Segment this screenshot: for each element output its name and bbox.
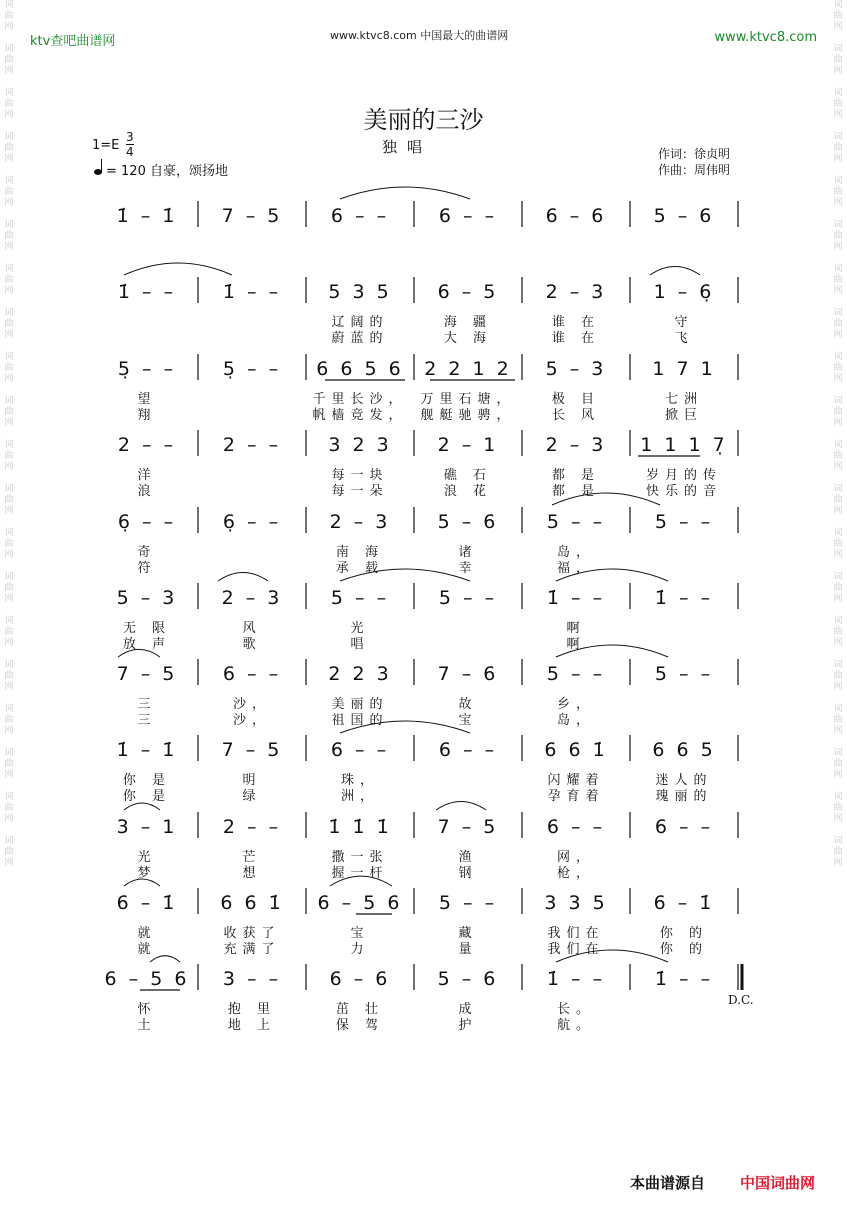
slur-arc [218, 573, 268, 582]
lyric-verse-1: 沙， [232, 697, 272, 712]
time-top: 3 [126, 130, 134, 144]
lyric-verse-2: 浪 花 [443, 484, 493, 499]
lyric-verse-1: 风 [242, 621, 262, 636]
measure-notes: 3 – – [222, 968, 282, 990]
lyric-verse-2: 浪 [137, 484, 157, 499]
lyric-verse-2: 梦 [137, 866, 157, 881]
measure-notes: 5 – – [654, 511, 714, 533]
footer-source-label: 本曲谱源自 [629, 1174, 705, 1192]
measure-notes: 5 3 5 [328, 281, 392, 303]
measure-notes: 2 – 3 [329, 511, 391, 533]
lyric-verse-1: 怀 [137, 1002, 157, 1017]
lyric-verse-1: 藏 [458, 926, 478, 941]
footer-brand-link[interactable]: 中国词曲网 [739, 1174, 815, 1192]
lyric-verse-1: 抱 里 [227, 1002, 277, 1017]
measure-notes: 6 – 1̇ [653, 892, 715, 914]
lyric-verse-2: 长 风 [551, 408, 601, 423]
lyric-verse-1: 我们在 [547, 926, 605, 941]
lyric-verse-2: 飞 [674, 331, 694, 346]
lyric-verse-1: 明 [242, 773, 262, 788]
lyric-verse-1: 岛， [556, 545, 596, 560]
measure-notes: 6 – 5 [437, 281, 499, 303]
lyric-verse-2: 保 驾 [335, 1018, 385, 1033]
measure-notes: 7 – 5 [221, 739, 283, 761]
lyric-verse-2: 土 [137, 1018, 157, 1033]
lyric-verse-1: 七洲 [664, 392, 704, 407]
measure-notes: 5 – 6 [653, 205, 715, 227]
lyric-verse-2: 想 [242, 866, 262, 881]
lyric-verse-1: 珠， [340, 773, 380, 788]
measure-notes: 2 2 1 2 [424, 358, 512, 380]
lyricist: 作词：徐贞明 [658, 147, 731, 161]
lyric-verse-2: 掀巨 [664, 408, 704, 423]
measure-notes: 6 – – [222, 663, 282, 685]
lyric-verse-1: 洋 [137, 468, 157, 483]
lyric-verse-2: 枪， [556, 866, 596, 881]
measure-notes: 5̣ – – [222, 358, 282, 380]
slur-arc [436, 802, 486, 811]
lyric-verse-1: 光 [137, 850, 157, 865]
lyric-verse-1: 三 [137, 697, 157, 712]
measure-notes: 1̇ 1̇ 1̇ [328, 816, 392, 838]
lyric-verse-2: 绿 [242, 789, 262, 804]
lyric-verse-2: 地 上 [227, 1018, 277, 1033]
lyric-verse-1: 每一块 [331, 468, 389, 483]
lyric-verse-1: 乡， [556, 697, 596, 712]
measure-notes: 1 – 6̣ [653, 281, 715, 303]
measure-notes: 6 6 5 [652, 739, 716, 761]
measure-notes: 2 – – [222, 434, 282, 456]
measure-notes: 6 6 1̇ [544, 739, 608, 761]
measure-notes: 5 – – [546, 511, 606, 533]
site-name-left[interactable]: ktv查吧曲谱网 [30, 34, 116, 49]
measure-notes: 7 – 5 [221, 205, 283, 227]
song-title: 美丽的三沙 [363, 106, 484, 134]
lyric-verse-1: 诸 [458, 545, 478, 560]
lyric-verse-1: 海 疆 [443, 315, 493, 330]
lyric-verse-2: 护 [458, 1018, 478, 1033]
measure-notes: 2 2 3 [328, 663, 392, 685]
lyric-verse-1: 故 [458, 697, 478, 712]
measure-notes: 5 – 6 [437, 968, 499, 990]
lyric-verse-2: 福， [556, 561, 596, 576]
slur-arc [650, 267, 700, 276]
lyric-verse-2: 三 [137, 713, 157, 728]
measure-notes: 1 1 1 7̣ [640, 434, 728, 456]
measure-notes: 1̇ – 1̇ [116, 739, 178, 761]
lyric-verse-2: 符 [137, 561, 157, 576]
lyric-verse-2: 翔 [137, 408, 157, 423]
measure-notes: 5 – 3 [545, 358, 607, 380]
measure-notes: 6 – – [330, 205, 390, 227]
left-watermark: 词 曲 网 词 曲 网 词 曲 网 词 曲 网 词 曲 网 词 曲 网 词 曲 网 词 曲 网 词 曲 网 词 曲 网 词 曲 网 词 曲 网 词 曲 网 词 曲 网 词 曲 网 词 曲 网 词 曲 网 词 曲 网 词 曲 网 词 曲 网 [4, 0, 14, 868]
measure-notes: 5 – – [330, 587, 390, 609]
lyric-verse-2: 大 海 [443, 331, 493, 346]
measure-notes: 6 – – [438, 739, 498, 761]
measure-notes: 1̇ – 1̇ [116, 205, 178, 227]
lyric-verse-1: 奇 [137, 545, 157, 560]
lyric-verse-2: 握一杆 [331, 866, 389, 881]
measure-notes: 7 – 6 [437, 663, 499, 685]
lyric-verse-1: 望 [137, 392, 157, 407]
lyric-verse-1: 岁月的传 [645, 468, 723, 483]
measure-notes: 5 – – [546, 663, 606, 685]
measure-notes: 1̇ – – [117, 281, 177, 303]
lyric-verse-2: 歌 [242, 637, 262, 652]
measure-notes: 1̇ – – [546, 587, 606, 609]
measure-notes: 3 2 3 [328, 434, 392, 456]
lyric-verse-1: 无 限 [122, 621, 172, 636]
measure-notes: 5 – – [438, 892, 498, 914]
measure-notes: 5̣ – – [117, 358, 177, 380]
lyric-verse-1: 南 海 [335, 545, 385, 560]
lyric-verse-2: 蔚蓝的 [331, 331, 389, 346]
lyric-verse-1: 千里长沙， [312, 392, 408, 407]
measure-notes: 6̣ – – [222, 511, 282, 533]
lyric-verse-2: 快乐的音 [645, 484, 723, 499]
measure-notes: 6 – 5 6 [317, 892, 403, 914]
lyric-verse-2: 沙， [232, 713, 272, 728]
key-signature: 1=E [92, 138, 120, 153]
lyric-verse-2: 宝 [458, 713, 478, 728]
lyric-verse-1: 光 [350, 621, 370, 636]
lyric-verse-2: 你 是 [122, 789, 172, 804]
measure-notes: 1̇ – – [654, 968, 714, 990]
lyric-verse-1: 迷人的 [655, 773, 713, 788]
lyric-verse-1: 长。 [556, 1002, 596, 1017]
slur-arc [124, 803, 160, 810]
lyric-verse-2: 都 是 [551, 484, 601, 499]
composer: 作曲：周伟明 [658, 163, 731, 177]
lyric-verse-2: 谁 在 [551, 331, 601, 346]
lyric-verse-2: 充满了 [223, 942, 281, 957]
lyric-verse-2: 量 [458, 942, 478, 957]
measure-notes: 5 – 3 [116, 587, 178, 609]
lyric-verse-2: 瑰丽的 [655, 789, 713, 804]
measure-notes: 6 – – [330, 739, 390, 761]
lyric-verse-2: 航。 [556, 1018, 596, 1033]
measure-notes: 5 – 6 [437, 511, 499, 533]
lyric-verse-1: 收获了 [223, 926, 281, 941]
lyric-verse-2: 幸 [458, 561, 478, 576]
lyric-verse-2: 就 [137, 942, 157, 957]
measure-notes: 7 – 5 [437, 816, 499, 838]
lyric-verse-2: 唱 [350, 637, 370, 652]
lyric-verse-1: 美丽的 [331, 697, 389, 712]
measure-notes: 6̣ – – [117, 511, 177, 533]
measure-notes: 1 7 1 [652, 358, 716, 380]
lyric-verse-1: 都 是 [551, 468, 601, 483]
lyric-verse-2: 力 [350, 942, 370, 957]
lyric-verse-2: 承 载 [335, 561, 385, 576]
measure-notes: 6 – – [654, 816, 714, 838]
measure-notes: 3 – 1 [116, 816, 178, 838]
measure-notes: 2 – – [117, 434, 177, 456]
right-watermark: 词 曲 网 词 曲 网 词 曲 网 词 曲 网 词 曲 网 词 曲 网 词 曲 网 词 曲 网 词 曲 网 词 曲 网 词 曲 网 词 曲 网 词 曲 网 词 曲 网 词 曲 网 词 曲 网 词 曲 网 词 曲 网 词 曲 网 词 曲 网 [833, 0, 843, 868]
measure-notes: 1̇ – – [546, 968, 606, 990]
lyric-verse-1: 谁 在 [551, 315, 601, 330]
measure-notes: 2 – 3 [545, 434, 607, 456]
lyric-verse-1: 万里石塘， [420, 392, 516, 407]
time-bottom: 4 [126, 145, 134, 159]
measure-notes: 2 – 3 [545, 281, 607, 303]
lyric-verse-2: 祖国的 [331, 713, 389, 728]
lyric-verse-1: 撒一张 [331, 850, 389, 865]
lyric-verse-1: 就 [137, 926, 157, 941]
lyric-verse-1: 你 的 [659, 926, 709, 941]
lyric-verse-2: 我们在 [547, 942, 605, 957]
measure-notes: 6 – 5 6 [104, 968, 190, 990]
measure-notes: 3 3 5 [544, 892, 608, 914]
measure-notes: 6 – – [438, 205, 498, 227]
measure-notes: 2 – – [222, 816, 282, 838]
lyric-verse-1: 渔 [458, 850, 478, 865]
lyric-verse-1: 辽阔的 [331, 315, 389, 330]
lyric-verse-2: 你 的 [659, 942, 709, 957]
lyric-verse-1: 芒 [242, 850, 262, 865]
lyric-verse-2: 岛， [556, 713, 596, 728]
lyric-verse-1: 守 [674, 315, 694, 330]
site-url-right[interactable]: www.ktvc8.com [714, 30, 817, 45]
measure-notes: 5 – – [654, 663, 714, 685]
site-url-center[interactable]: www.ktvc8.com 中国最大的曲谱网 [330, 29, 509, 42]
lyric-verse-2: 钢 [458, 866, 478, 881]
measure-notes: 1̇ – – [222, 281, 282, 303]
lyric-verse-1: 闪耀着 [547, 773, 605, 788]
measure-notes: 6 6 1̇ [220, 892, 284, 914]
lyric-verse-1: 啊 [566, 621, 586, 636]
lyric-verse-2: 啊 [566, 637, 586, 652]
lyric-verse-2: 放 声 [122, 637, 172, 652]
lyric-verse-1: 极 目 [551, 392, 601, 407]
measure-notes: 1̇ – – [654, 587, 714, 609]
lyric-verse-2: 帆樯竞发， [312, 408, 408, 423]
lyric-verse-2: 舰艇驰骋， [420, 408, 516, 423]
measure-notes: 6 6 5 6 [316, 358, 404, 380]
measure-notes: 6 – 1̇ [116, 892, 178, 914]
lyric-verse-1: 茁 壮 [335, 1002, 385, 1017]
lyric-verse-1: 成 [458, 1002, 478, 1017]
lyric-verse-2: 孕育着 [547, 789, 605, 804]
lyric-verse-1: 网， [556, 850, 596, 865]
lyric-verse-1: 礁 石 [443, 468, 493, 483]
measure-notes: 6 – 6 [329, 968, 391, 990]
lyric-verse-1: 你 是 [122, 773, 172, 788]
dc-marking: D.C. [728, 993, 754, 1007]
measure-notes: 5 – – [438, 587, 498, 609]
lyric-verse-2: 洲， [340, 789, 380, 804]
slur-arc [340, 187, 470, 199]
lyric-verse-1: 宝 [350, 926, 370, 941]
tempo-text: = 120 自豪，颂扬地 [106, 164, 228, 179]
song-subtitle: 独唱 [382, 138, 433, 156]
slur-arc [124, 263, 232, 275]
measure-notes: 6 – 6 [545, 205, 607, 227]
lyric-verse-2: 每一朵 [331, 484, 389, 499]
measure-notes: 7 – 5 [116, 663, 178, 685]
measure-notes: 2 – 3 [221, 587, 283, 609]
measure-notes: 2 – 1 [437, 434, 499, 456]
measure-notes: 6 – – [546, 816, 606, 838]
